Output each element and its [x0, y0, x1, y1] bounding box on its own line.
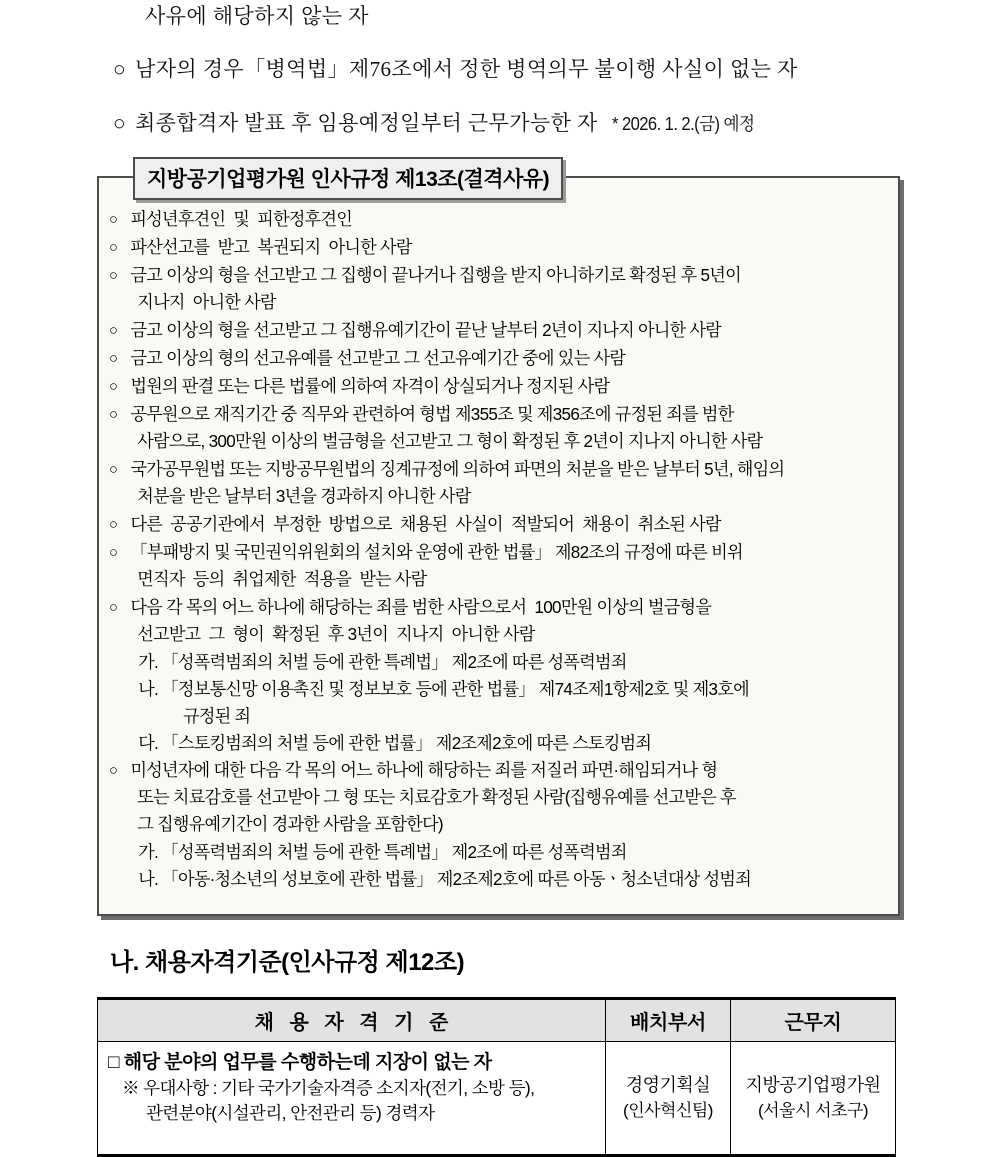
disqualification-item-line: 지나지 아니한 사람	[137, 292, 276, 312]
disqualification-item-line: 또는 치료감호를 선고받아 그 형 또는 치료감호가 확정된 사람(집행유예를 선고받은 후	[137, 787, 736, 807]
disqualification-item	[109, 456, 867, 510]
disqualification-item-line: 국가공무원법 또는 지방공무원법의 징계규정에 의하여 파면의 처분을 받은 날부터 5년, 해임의	[130, 459, 785, 479]
intro-continuation-line: 사유에 해당하지 않는 자	[145, 4, 369, 28]
subitem-marker: 가.	[138, 842, 159, 862]
circle-bullet-icon: ○	[109, 322, 118, 339]
disqualification-list	[97, 206, 900, 893]
disqualification-item	[109, 262, 867, 316]
section-b-heading: 나. 채용자격기준(인사규정 제12조)	[110, 949, 465, 976]
workplace-name: 지방공기업평가원	[745, 1075, 881, 1095]
recruitment-criteria-table	[97, 997, 896, 1157]
circle-bullet-icon: ○	[109, 516, 118, 533]
circle-bullet-icon: ○	[109, 406, 118, 423]
disqualification-item-line: 공무원으로 재직기간 중 직무와 관련하여 형법 제355조 및 제356조에 규정된 죄를 범한	[130, 404, 734, 424]
circle-bullet-icon: ○	[109, 599, 118, 616]
disqualification-item	[109, 373, 867, 400]
disqualification-item	[109, 539, 867, 593]
circle-bullet-icon: ○	[109, 211, 118, 228]
criteria-preference-line-1: ※ 우대사항 : 기타 국가기술자격증 소지자(전기, 소방 등),	[122, 1078, 535, 1098]
disqualification-item-line: 다른 공공기관에서 부정한 방법으로 채용된 사실이 적발되어 채용이 취소된 사람	[130, 514, 721, 534]
table-header-criteria: 채 용 자 격 기 준	[98, 999, 606, 1042]
disqualification-item-line: 금고 이상의 형을 선고받고 그 집행이 끝나거나 집행을 받지 아니하기로 확정된 후 5년이	[130, 265, 741, 285]
disqualification-item	[109, 594, 867, 648]
circle-bullet-icon: ○	[109, 461, 118, 478]
table-row	[98, 1042, 896, 1156]
intro-item-2	[113, 113, 767, 134]
intro-item-2-note: * 2026. 1. 2.(금) 예정	[611, 114, 755, 134]
table-header-department: 배치부서	[606, 999, 731, 1042]
disqualification-subitem-line: 「아동·청소년의 성보호에 관한 법률」 제2조제2호에 따른 아동ㆍ청소년대상 성범죄	[161, 869, 752, 889]
disqualification-subitem	[109, 839, 867, 866]
circle-bullet-icon: ○	[109, 544, 118, 561]
table-header-row	[98, 999, 896, 1042]
workplace-location: (서울시 서초구)	[757, 1101, 869, 1120]
disqualification-box-title: 지방공기업평가원 인사규정 제13조(결격사유)	[133, 157, 563, 200]
table-cell-criteria	[98, 1042, 606, 1156]
intro-item-1-text: 남자의 경우「병역법」제76조에서 정한 병역의무 불이행 사실이 없는 자	[135, 57, 798, 81]
disqualification-item-line: 그 집행유예기간이 경과한 사람을 포함한다)	[137, 814, 443, 834]
circle-bullet-icon: ○	[113, 57, 127, 81]
disqualification-item	[109, 234, 867, 261]
criteria-main-text: □ 해당 분야의 업무를 수행하는데 지장이 없는 자	[108, 1052, 492, 1073]
criteria-preference-line-2: 관련분야(시설관리, 안전관리 등) 경력자	[146, 1103, 435, 1123]
criteria-preference-note	[108, 1076, 597, 1126]
disqualification-item-line: 법원의 판결 또는 다른 법률에 의하여 자격이 상실되거나 정지된 사람	[130, 376, 610, 396]
department-name: 경영기획실	[625, 1075, 711, 1095]
disqualification-item-line: 피성년후견인 및 피한정후견인	[130, 209, 353, 229]
disqualification-item-line: 금고 이상의 형의 선고유예를 선고받고 그 선고유예기간 중에 있는 사람	[130, 348, 626, 368]
table-header-workplace: 근무지	[731, 999, 896, 1042]
table-cell-department	[606, 1042, 731, 1156]
disqualification-item	[109, 317, 867, 344]
disqualification-item-line: 선고받고 그 형이 확정된 후 3년이 지나지 아니한 사람	[137, 624, 535, 644]
intro-item-2-text: 최종합격자 발표 후 임용예정일부터 근무가능한 자	[135, 111, 598, 135]
disqualification-subitem-line: 「성폭력범죄의 처벌 등에 관한 특례법」 제2조에 따른 성폭력범죄	[161, 652, 627, 672]
disqualification-item-line: 미성년자에 대한 다음 각 목의 어느 하나에 해당하는 죄를 저질러 파면·해임되거나 형	[130, 760, 718, 780]
disqualification-subitem	[109, 649, 867, 676]
disqualification-item-line: 사람으로, 300만원 이상의 벌금형을 선고받고 그 형이 확정된 후 2년이 지나지 아니한 사람	[137, 431, 763, 451]
subitem-marker: 다.	[138, 733, 159, 753]
disqualification-subitem	[109, 730, 867, 757]
disqualification-item	[109, 401, 867, 455]
circle-bullet-icon: ○	[109, 350, 118, 367]
disqualification-item	[109, 511, 867, 538]
subitem-marker: 가.	[138, 652, 159, 672]
intro-item-1	[113, 59, 798, 80]
disqualification-subitem-line: 「스토킹범죄의 처벌 등에 관한 법률」 제2조제2호에 따른 스토킹범죄	[161, 733, 652, 753]
subitem-marker: 나.	[138, 679, 159, 699]
circle-bullet-icon: ○	[109, 762, 118, 779]
disqualification-item	[109, 206, 867, 233]
circle-bullet-icon: ○	[113, 111, 127, 135]
circle-bullet-icon: ○	[109, 378, 118, 395]
disqualification-item	[109, 757, 867, 838]
disqualification-subitem	[109, 866, 867, 893]
disqualification-item-line: 면직자 등의 취업제한 적용을 받는 사람	[137, 569, 427, 589]
disqualification-subitem-line: 「성폭력범죄의 처벌 등에 관한 특례법」 제2조에 따른 성폭력범죄	[161, 842, 627, 862]
disqualification-subitem-line: 「정보통신망 이용촉진 및 정보보호 등에 관한 법률」 제74조제1항제2호 및 제3호에	[161, 679, 749, 699]
disqualification-item-line: 금고 이상의 형을 선고받고 그 집행유예기간이 끝난 날부터 2년이 지나지 아니한 사람	[130, 320, 722, 340]
disqualification-item-line: 파산선고를 받고 복권되지 아니한 사람	[130, 237, 412, 257]
disqualification-subitem-line: 규정된 죄	[183, 706, 251, 726]
table-cell-workplace	[731, 1042, 896, 1156]
disqualification-item-line: 「부패방지 및 국민권익위원회의 설치와 운영에 관한 법률」 제82조의 규정에 따른 비위	[130, 542, 743, 562]
circle-bullet-icon: ○	[109, 267, 118, 284]
disqualification-subitem	[109, 676, 867, 730]
circle-bullet-icon: ○	[109, 239, 118, 256]
disqualification-item	[109, 345, 867, 372]
disqualification-item-line: 처분을 받은 날부터 3년을 경과하지 아니한 사람	[137, 486, 471, 506]
department-team: (인사혁신팀)	[623, 1101, 713, 1120]
subitem-marker: 나.	[138, 869, 159, 889]
disqualification-box	[97, 168, 900, 916]
disqualification-item-line: 다음 각 목의 어느 하나에 해당하는 죄를 범한 사람으로서 100만원 이상의 벌금형을	[130, 597, 712, 617]
